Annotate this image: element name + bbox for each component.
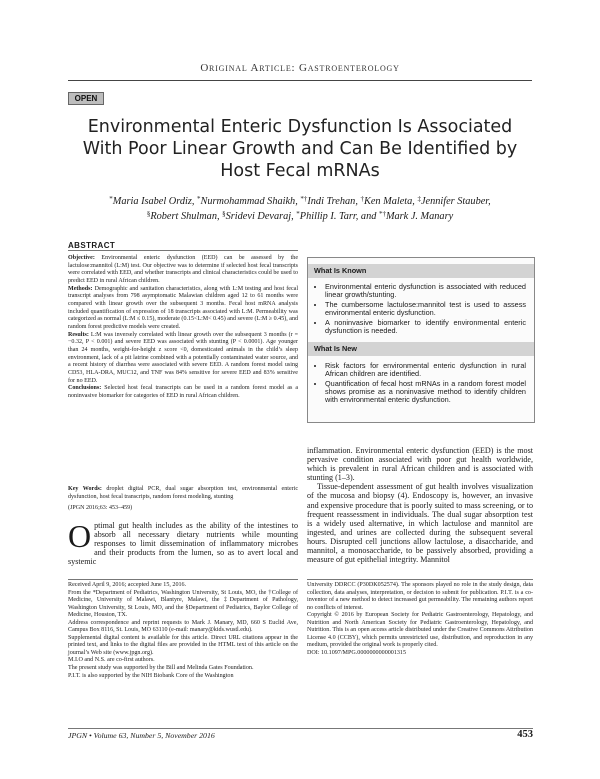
footnote: Copyright © 2016 by European Society for Pediatric Gastroenterology, Hepatology, and Nutrition and North American Society for Pediatric Gastroenterology, Hepatology, and Nutrition. This is an open access article distributed under the Creative Commons Attribution License 4.0 (CCBY), which permits unrestricted use, distribution, and reproduction in any medium, provided the original work is properly cited.: [307, 612, 533, 649]
footnote: P.I.T. is also supported by the NIH Biobank Core of the Washington: [68, 672, 234, 679]
page-number: 453: [517, 729, 533, 740]
abstract-label: Conclusions:: [68, 385, 102, 392]
summary-box: [307, 257, 535, 423]
author-sup: §: [222, 210, 226, 218]
section-divider: [68, 80, 532, 81]
keywords-label: Key Words:: [68, 486, 102, 492]
author-sup: †: [360, 195, 364, 203]
journal-citation: (JPGN 2016;63: 453–459): [68, 505, 133, 511]
footnotes-left: [68, 582, 298, 680]
footnotes-right: [307, 582, 533, 657]
author-sup: §: [146, 210, 151, 218]
author-sup: *: [296, 210, 300, 218]
footnote: The present study was supported by the Bill and Melinda Gates Foundation.: [68, 665, 254, 672]
new-item: • Risk factors for environmental enteric dysfunction in rural African children are identified.: [325, 362, 526, 378]
author-sup: ‡: [417, 195, 421, 203]
author-name: Phillip I. Tarr,: [299, 211, 361, 222]
author-sup: *†: [300, 195, 308, 203]
new-heading: What Is New: [308, 342, 534, 356]
abstract-text: Environmental enteric dysfunction (EED) can be assessed by the lactulose:mannitol (L:M) test. Our objective was to determine if selected host fecal transcripts were correlated with EED, and whether transcripts and clinical characteristics could be used to predict EED in rural African children.: [68, 255, 298, 284]
known-heading: What Is Known: [308, 264, 534, 278]
author-name: Maria Isabel Ordiz,: [112, 196, 198, 207]
abstract-label: Methods:: [68, 285, 93, 292]
author-line-1: [70, 193, 530, 208]
keywords: [68, 486, 298, 501]
footnote: Received April 9, 2016; accepted June 15, 2016.: [68, 582, 187, 588]
abstract-body: [68, 255, 298, 400]
author-sup: *†: [378, 210, 386, 218]
footnote: From the *Department of Pediatrics, Washington University, St Louis, MO, the †College of Medicine, University of Malawi, Blantyre, Malawi, the ‡Department of Pathology, Washington University, St Louis, MO, and the §Department of Pediatrics, Baylor College of Medicine, Houston, TX.: [68, 589, 298, 619]
footer-divider: [68, 728, 533, 729]
author-sup: *: [109, 195, 113, 203]
author-name: Nurmohammad Shaikh,: [200, 196, 301, 207]
keywords-text: droplet digital PCR, dual sugar absorption test, environmental enteric dysfunction, host fecal transcripts, random forest modeling, stunting: [68, 486, 299, 500]
open-access-badge: OPEN: [68, 92, 104, 105]
abstract-text: L:M was inversely correlated with linear growth over the subsequent 3 months (r = −0.32, P < 0.001) and severe EED was associated with stunting (P < 0.0001). Age younger than 24 months, weight-for-height z score <0, domesticated animals in the child’s sleep environment, lack of a pit latrine combined with a potentially contaminated water source, and a recent history of diarrhea were associated with severe EED. A random forest model using CD53, HLA-DRA, MUC12, and TNF was 84% sensitive for severe EED and 83% sensitive for no EED.: [68, 331, 298, 384]
section-label: Original Article: Gastroenterology: [200, 62, 400, 74]
abstract-methods: [68, 286, 298, 332]
intro-column-1: [68, 518, 298, 567]
abstract-objective: [68, 255, 298, 286]
author-list: [70, 193, 530, 223]
known-item: • A noninvasive biomarker to identify environmental enteric dysfunction is needed.: [325, 319, 526, 335]
abstract-text: Demographic and sanitation characteristics, along with L:M testing and host fecal transcript analyses from 798 asymptomatic Malawian children aged 12 to 61 months were compared with linear growth over the subsequent 3 months. Fecal host mRNA analysis included quantification of expression of 18 transcripts associated with L:M. Permeability was categorized as normal (L:M ≤ 0.15), moderate (0.15<L:M< 0.45) and severe (L:M ≥ 0.45), and random forest predictive models were created.: [68, 285, 298, 330]
article-title: Environmental Enteric Dysfunction Is Associated With Poor Linear Growth and Can Be Identified by Host Fecal mRNAs: [82, 117, 518, 181]
drop-cap: O: [68, 518, 92, 554]
footnote: Address correspondence and reprint requests to Mark J. Manary, MD, 660 S Euclid Ave, Campus Box 8116, St. Louis, MO 63110 (e-mail: manary@kids.wustl.edu).: [68, 619, 298, 634]
footnote: University DDRCC (P30DK052574). The sponsors played no role in the study design, data collection, data analyses, interpretation, or decision to submit for publication. P.I.T. is a co-inventor of a new method to detect increased gut permeability. The remaining authors report no conflicts of interest.: [307, 582, 533, 611]
author-name: Jennifer Stauber,: [420, 196, 491, 207]
abstract-label: Results:: [68, 331, 89, 338]
new-list: [314, 362, 526, 406]
abstract-conclusions: [68, 385, 298, 400]
intro-paragraph: inflammation. Environmental enteric dysfunction (EED) is the most pervasive condition associated with poor gut health worldwide, which is prevalent in rural African children and is associated with stunting (1–3).: [307, 446, 533, 483]
known-list: [314, 283, 526, 337]
known-item: • The cumbersome lactulose:mannitol test is used to assess environmental enteric dysfunction.: [325, 301, 526, 317]
intro-column-2: [307, 446, 533, 564]
author-line-2: [70, 208, 530, 223]
abstract-divider: [68, 250, 298, 251]
footnote: DOI: 10.1097/MPG.0000000000001315: [307, 649, 407, 656]
intro-paragraph: Tissue-dependent assessment of gut health involves visualization of the mucosa and biopsy (4). Endoscopy is, however, an invasive and expensive procedure that is poorly suited to mass screening, or to frequent reassessment in individuals. The dual sugar absorption test is a widely used alternative, in which lactulose and mannitol are ingested, and urines are collected during the subsequent several hours. Disrupted cell junctions allow lactulose, a disaccharide, and mannitol, a monosaccharide, to be passively absorbed, providing a measure of gut epithelial integrity. Mannitol: [307, 482, 533, 565]
known-item: • Environmental enteric dysfunction is associated with reduced linear growth/stunting.: [325, 283, 526, 299]
abstract-results: [68, 332, 298, 386]
author-name: Ken Maleta,: [363, 196, 418, 207]
author-conjunction: and: [360, 211, 379, 222]
footer-journal: JPGN • Volume 63, Number 5, November 2016: [68, 731, 215, 740]
footnote-divider: [68, 579, 298, 580]
abstract-heading: ABSTRACT: [68, 241, 116, 250]
author-name: Sridevi Devaraj,: [225, 211, 297, 222]
abstract-text: Selected host fecal transcripts can be used in a random forest model as a noninvasive biomarker for categories of EED in rural African children.: [68, 385, 299, 399]
author-name: Mark J. Manary: [385, 211, 454, 222]
footnote-divider: [307, 579, 533, 580]
intro-text: ptimal gut health includes as the ability of the intestines to absorb all necessary dietary nutrients while mounting responses to limit dissemination of inflammatory microbes and their products from the lumen, so as to avert local and systemic: [68, 521, 298, 567]
author-name: Robert Shulman,: [150, 211, 223, 222]
footnote: M.I.O and N.S. are co-first authors.: [68, 657, 155, 664]
footnote: Supplemental digital content is available for this article. Direct URL citations appear in the printed text, and links to the digital files are provided in the HTML text of this article on the journal’s Web site (www.jpgn.org).: [68, 634, 298, 656]
new-item: • Quantification of fecal host mRNAs in a random forest model shows promise as a noninvasive method to identify children with environmental enteric dysfunction.: [325, 380, 526, 405]
author-sup: *: [197, 195, 201, 203]
abstract-label: Objective:: [68, 255, 95, 261]
author-name: Indi Trehan,: [307, 196, 361, 207]
